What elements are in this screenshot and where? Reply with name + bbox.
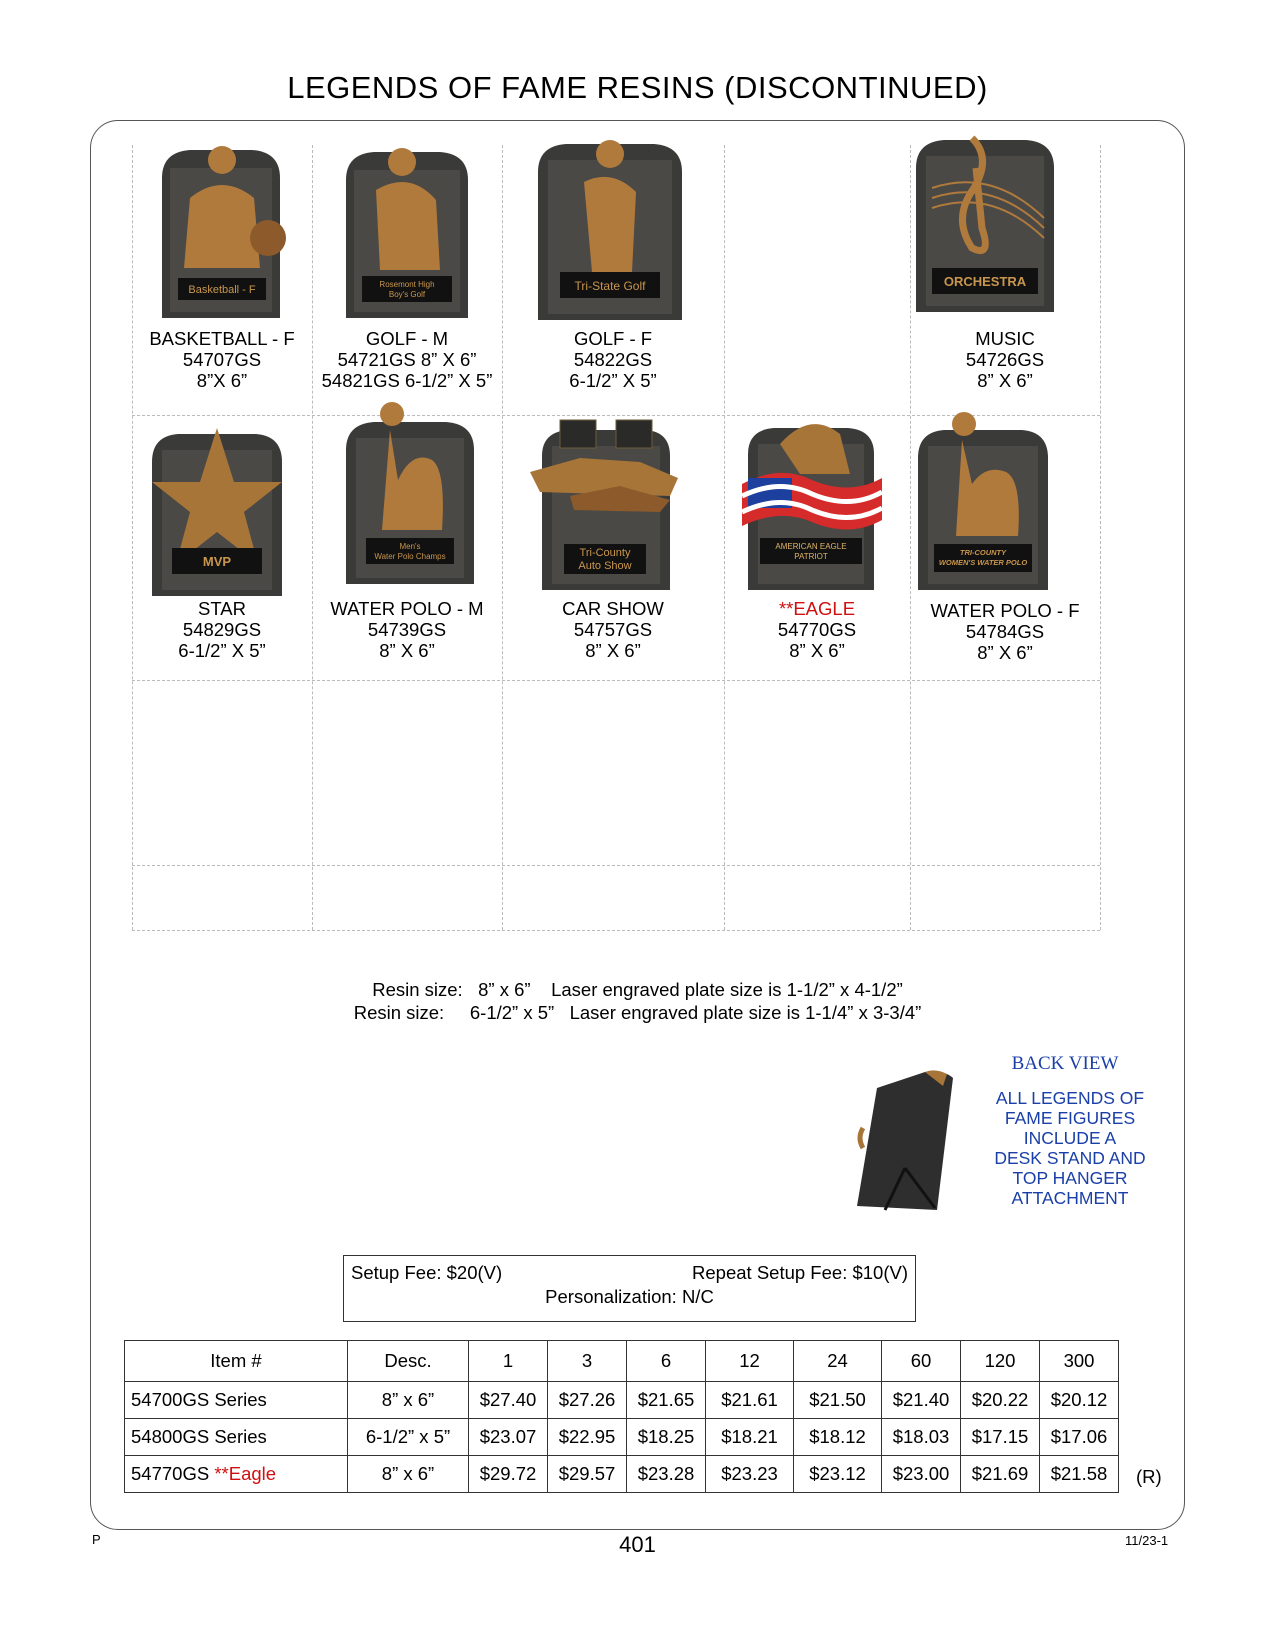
setup-fee-box (343, 1255, 916, 1322)
product-name: CAR SHOW (562, 598, 664, 619)
eagle-flag-figure (740, 414, 884, 592)
product-code: 54726GS (965, 349, 1045, 370)
engraved-plate: Basketball - F (188, 284, 256, 296)
table-row: 54770GS **Eagle 8” x 6” $29.72 $29.57 $23.28 $23.23 $23.12 $23.00 $21.69 $21.58 (125, 1456, 1119, 1493)
svg-text:Tri-County: Tri-County (579, 547, 631, 559)
product-code: 54721GS 8” X 6” (337, 349, 477, 370)
product-size: 6-1/2” X 5” (569, 370, 657, 391)
product-name: STAR (198, 598, 246, 619)
svg-text:Boy's Golf: Boy's Golf (388, 290, 426, 299)
product-size: 54821GS 6-1/2” X 5” (321, 370, 493, 391)
price-code-note: (R) (1136, 1466, 1162, 1487)
price-table-header: Item # Desc. 1 3 6 12 24 60 120 300 (125, 1341, 1119, 1382)
product-name: WATER POLO - M (330, 598, 484, 619)
setup-fee: Setup Fee: $20(V) (351, 1262, 503, 1283)
svg-text:Water Polo Champs: Water Polo Champs (374, 552, 446, 561)
golfer-female-figure (532, 132, 688, 322)
product-code: 54707GS (182, 349, 262, 370)
water-polo-female-figure (912, 410, 1054, 592)
price-table (124, 1340, 1119, 1493)
product-size: 8” X 6” (585, 640, 641, 661)
basketball-player-figure (150, 138, 292, 320)
svg-text:AMERICAN EAGLE: AMERICAN EAGLE (775, 542, 847, 551)
product-size: 8”X 6” (196, 370, 248, 391)
product-code: 54784GS (965, 621, 1045, 642)
treble-clef-figure (912, 128, 1058, 314)
product-code: 54739GS (367, 619, 447, 640)
page-number: 401 (619, 1532, 656, 1557)
spec-line-8x6: Resin size: 8” x 6” Laser engraved plate size is 1-1/2” x 4-1/2” (372, 979, 903, 1000)
repeat-setup-fee: Repeat Setup Fee: $10(V) (692, 1262, 908, 1283)
product-size: 8” X 6” (977, 370, 1033, 391)
golfer-male-figure (340, 140, 474, 320)
footer-revision: 11/23-1 (1125, 1533, 1169, 1548)
back-view-title: BACK VIEW (1011, 1053, 1119, 1074)
product-code: 54770GS (777, 619, 857, 640)
back-view-image (855, 1068, 965, 1223)
svg-text:Auto Show: Auto Show (578, 560, 632, 572)
product-name: **EAGLE (778, 598, 856, 619)
svg-text:Tri-State Golf: Tri-State Golf (574, 279, 646, 293)
table-row: 54800GS Series 6-1/2” x 5” $23.07 $22.95 $18.25 $18.21 $18.12 $18.03 $17.15 $17.06 (125, 1419, 1119, 1456)
star-figure (148, 428, 286, 598)
svg-text:WOMEN'S WATER POLO: WOMEN'S WATER POLO (938, 558, 1028, 567)
svg-text:TRI-COUNTY: TRI-COUNTY (959, 548, 1007, 557)
table-row: 54700GS Series 8” x 6” $27.40 $27.26 $21.65 $21.61 $21.50 $21.40 $20.22 $20.12 (125, 1382, 1119, 1419)
svg-text:PATRIOT: PATRIOT (794, 552, 828, 561)
classic-cars-figure (530, 416, 680, 592)
product-name: WATER POLO - F (930, 600, 1080, 621)
product-name: GOLF - F (573, 328, 653, 349)
product-code: 54757GS (573, 619, 653, 640)
back-view-note: ALL LEGENDS OF FAME FIGURES INCLUDE A DESK STAND AND TOP HANGER ATTACHMENT (994, 1088, 1146, 1208)
product-size: 6-1/2” X 5” (178, 640, 266, 661)
svg-text:MVP: MVP (202, 554, 232, 569)
product-name: MUSIC (975, 328, 1035, 349)
footer-left-code: P (92, 1532, 101, 1547)
water-polo-male-figure (342, 400, 478, 586)
product-size: 8” X 6” (379, 640, 435, 661)
spec-line-6x5: Resin size: 6-1/2” x 5” Laser engraved plate size is 1-1/4” x 3-3/4” (353, 1002, 922, 1023)
svg-text:Rosemont High: Rosemont High (379, 280, 435, 289)
resin-specs (0, 978, 1275, 1024)
svg-text:ORCHESTRA: ORCHESTRA (943, 274, 1027, 289)
svg-text:Men's: Men's (399, 542, 421, 551)
product-name: GOLF - M (365, 328, 449, 349)
product-size: 8” X 6” (789, 640, 845, 661)
product-size: 8” X 6” (977, 642, 1033, 663)
page-title: LEGENDS OF FAME RESINS (DISCONTINUED) (287, 70, 988, 105)
product-code: 54822GS (573, 349, 653, 370)
product-code: 54829GS (182, 619, 262, 640)
product-name: BASKETBALL - F (149, 328, 295, 349)
personalization-fee: Personalization: N/C (545, 1286, 714, 1307)
